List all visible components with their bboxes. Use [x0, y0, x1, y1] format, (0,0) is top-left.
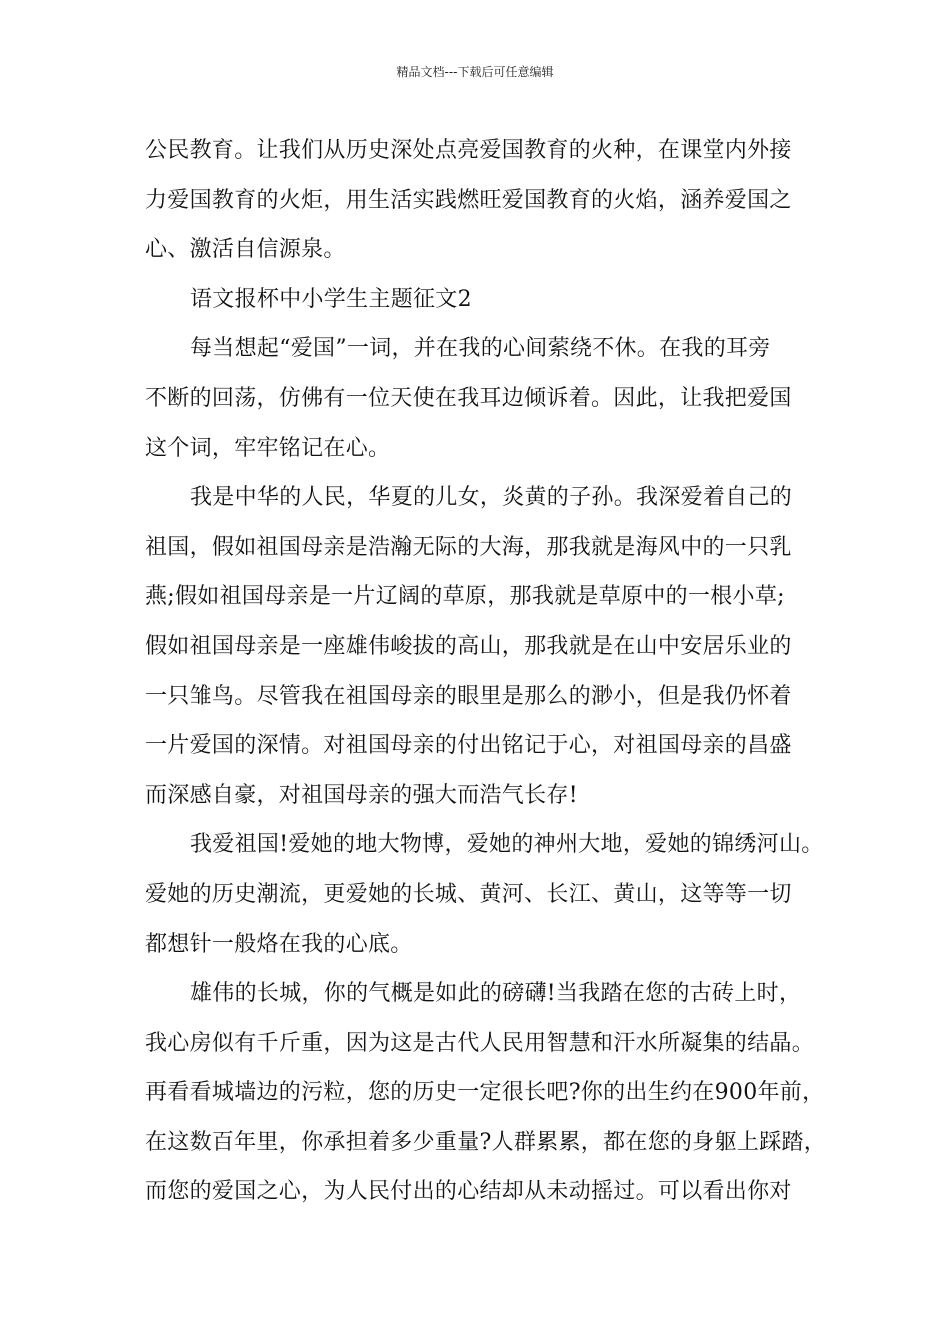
text-line: 在这数百年里，你承担着多少重量?人群累累，都在您的身躯上踩踏，	[145, 1129, 827, 1155]
text-line: 每当想起“爱国”一词，并在我的心间萦绕不休。在我的耳旁	[190, 336, 771, 362]
text-line: 而深感自豪，对祖国母亲的强大而浩气长存!	[145, 782, 578, 808]
text-line: 我爱祖国!爱她的地大物博，爱她的神州大地，爱她的锦绣河山。	[190, 832, 824, 858]
text-line: 这个词，牢牢铭记在心。	[145, 435, 391, 461]
text-line: 我心房似有千斤重，因为这是古代人民用智慧和汗水所凝集的结晶。	[145, 1030, 815, 1056]
text-line: 而您的爱国之心，为人民付出的心结却从未动摇过。可以看出你对	[145, 1179, 792, 1205]
text-line: 燕;假如祖国母亲是一片辽阔的草原，那我就是草原中的一根小草;	[145, 584, 785, 610]
text-line: 心、激活自信源泉。	[145, 237, 346, 263]
text-line: 力爱国教育的火炬，用生活实践燃旺爱国教育的火焰，涵养爱国之	[145, 187, 792, 213]
text-line: 我是中华的人民，华夏的儿女，炎黄的子孙。我深爱着自己的	[190, 485, 793, 511]
text-line: 都想针一般烙在我的心底。	[145, 931, 413, 957]
text-line: 假如祖国母亲是一座雄伟峻拔的高山，那我就是在山中安居乐业的	[145, 633, 792, 659]
text-line: 雄伟的长城，你的气概是如此的磅礴!当我踏在您的古砖上时，	[190, 981, 802, 1007]
document-body	[145, 126, 827, 1217]
text-line: 再看看城墙边的污粒，您的历史一定很长吧?你的出生约在900年前，	[145, 1080, 825, 1106]
text-line: 爱她的历史潮流，更爱她的长城、黄河、长江、黄山，这等等一切	[145, 881, 792, 907]
page-header: 精品文档---下载后可任意编辑	[396, 65, 554, 79]
text-line: 不断的回荡，仿佛有一位天使在我耳边倾诉着。因此，让我把爱国	[145, 385, 792, 411]
text-line: 一只雏鸟。尽管我在祖国母亲的眼里是那么的渺小，但是我仍怀着	[145, 683, 792, 709]
section-title: 语文报杯中小学生主题征文2	[190, 286, 472, 312]
text-line: 公民教育。让我们从历史深处点亮爱国教育的火种，在课堂内外接	[145, 138, 792, 163]
text-line: 祖国，假如祖国母亲是浩瀚无际的大海，那我就是海风中的一只乳	[145, 534, 792, 560]
text-line: 一片爱国的深情。对祖国母亲的付出铭记于心，对祖国母亲的昌盛	[145, 733, 792, 759]
